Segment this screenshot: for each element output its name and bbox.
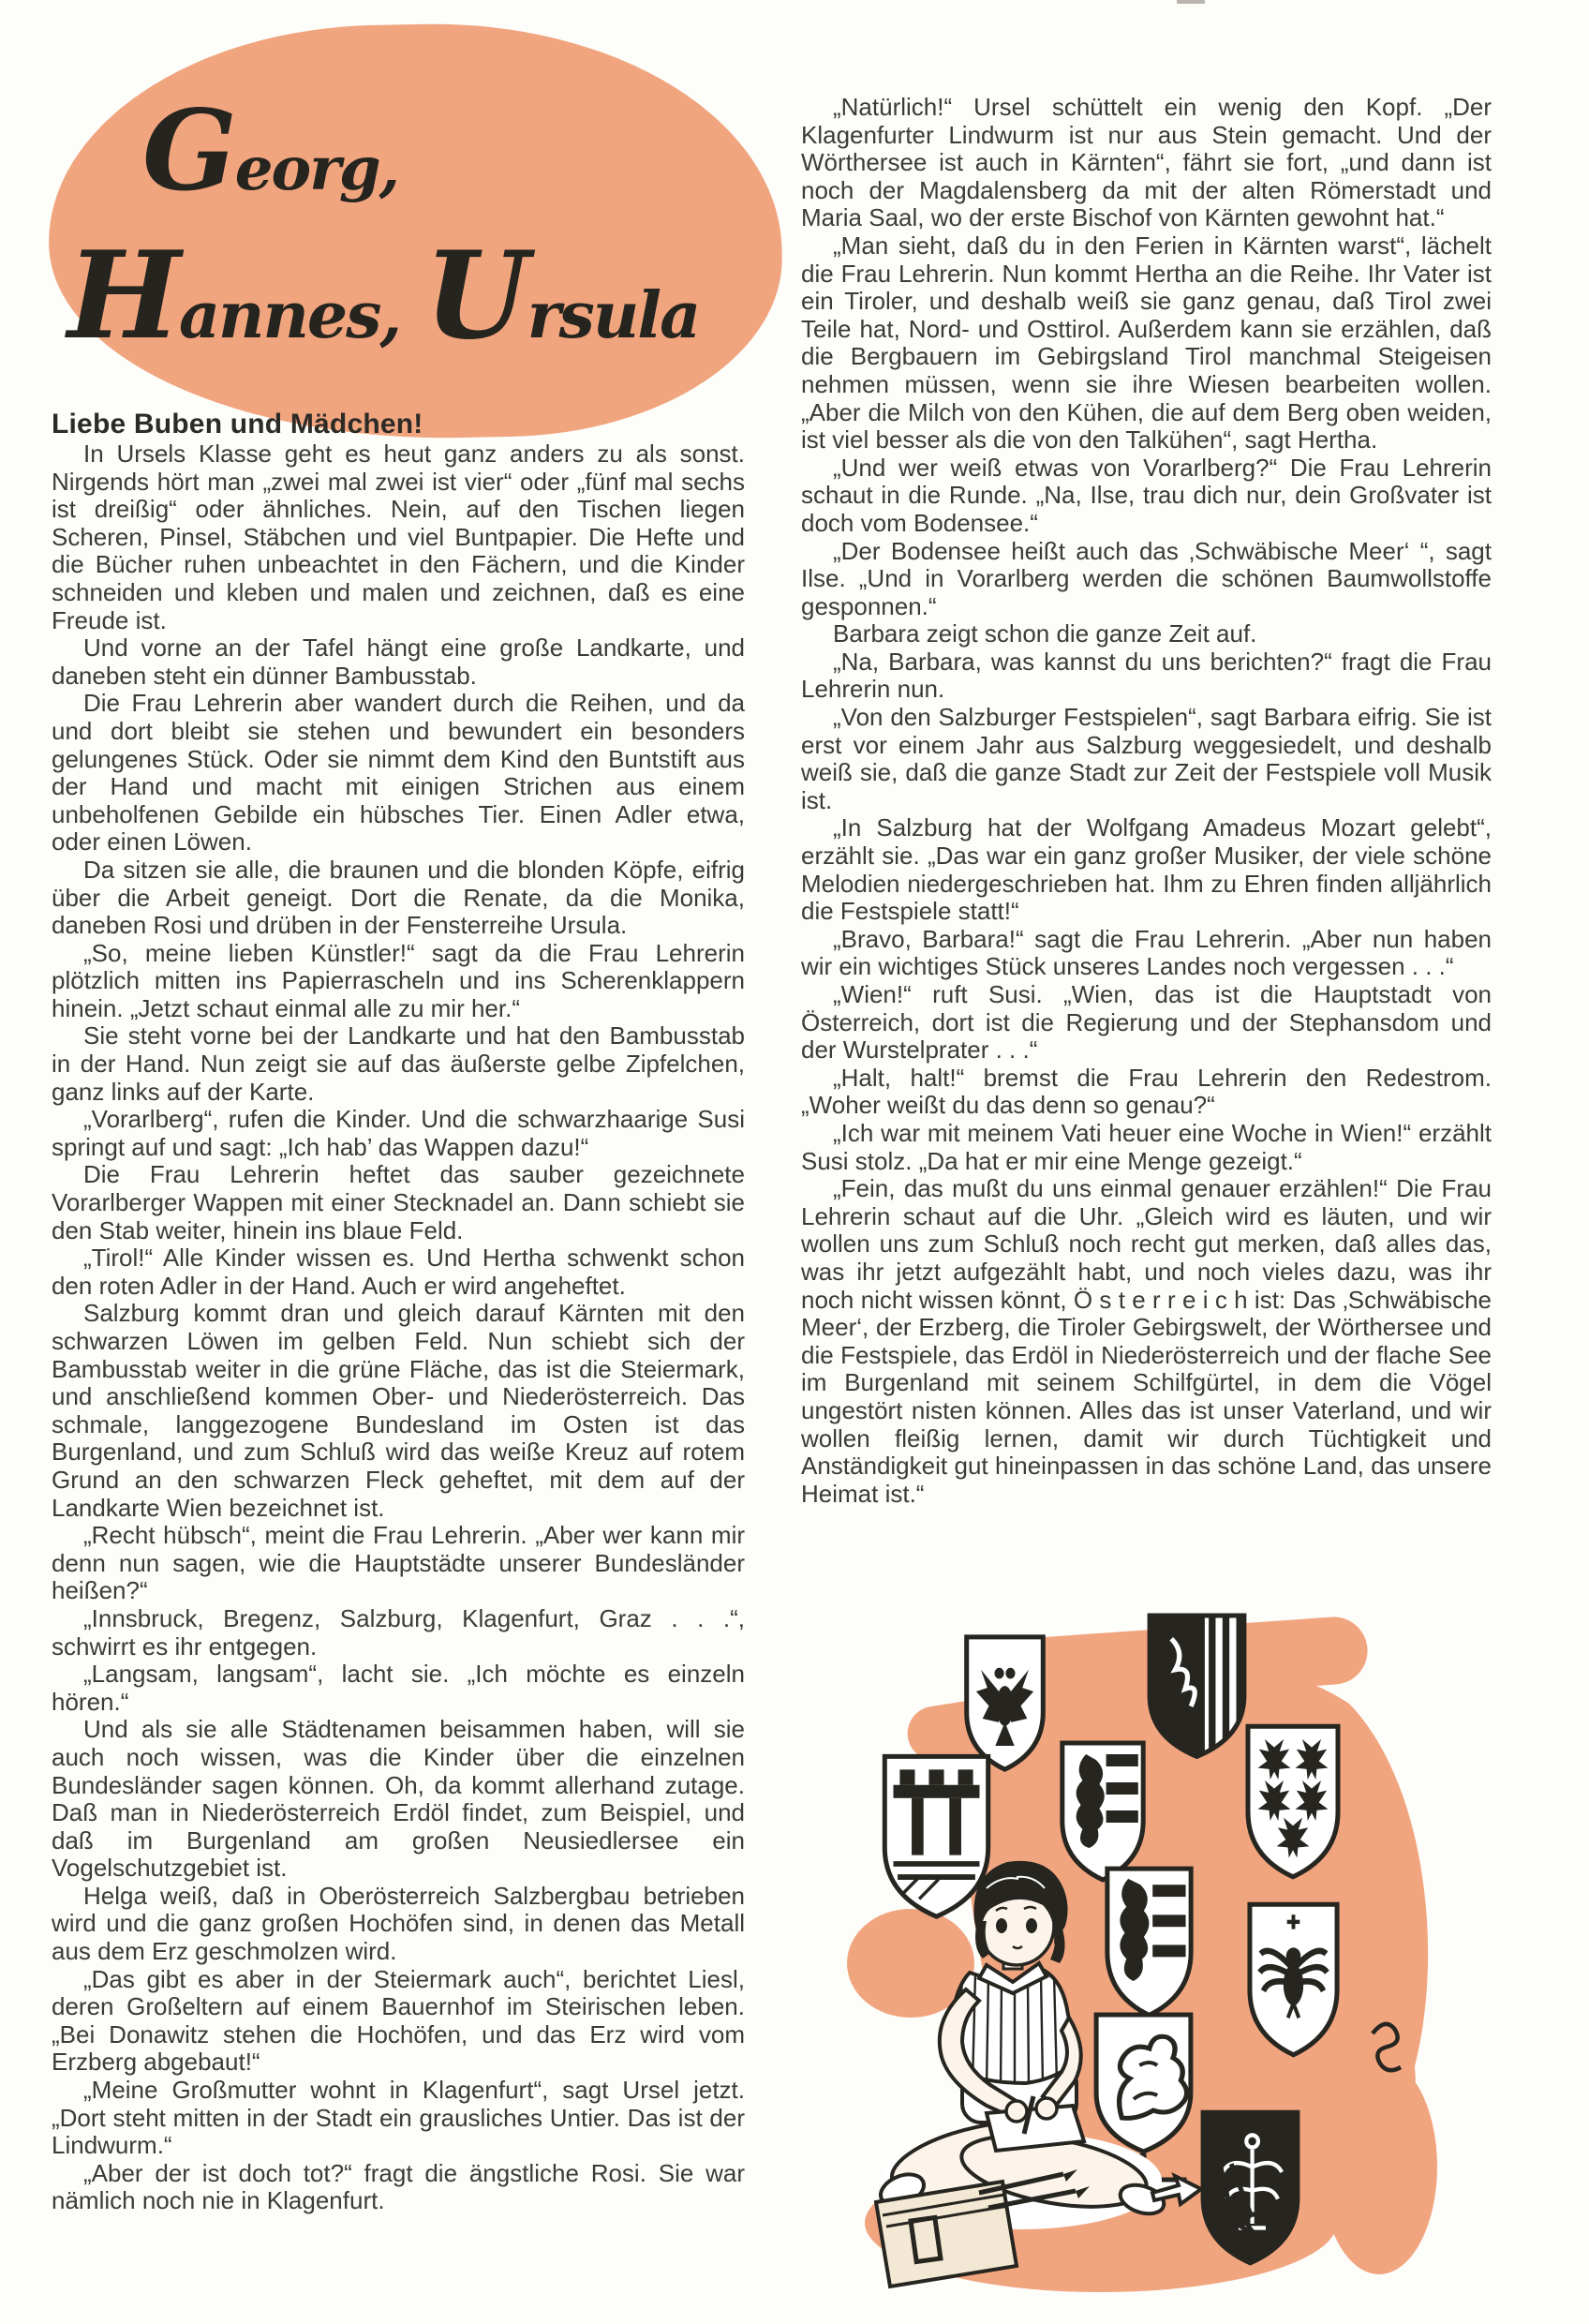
page-title-line-2 — [67, 226, 700, 366]
page-edge-mark — [1177, 0, 1205, 4]
paragraph: Die Frau Lehrerin heftet das sauber gezeichnete Vorarlberger Wappen mit einer Stecknadel an. Dann schiebt sie den Stab weiter, hinein ins blaue Feld. — [52, 1160, 745, 1244]
title-text: eorg, — [234, 134, 398, 204]
title-text: annes, — [178, 278, 401, 353]
shield-eagle — [1250, 1904, 1337, 2055]
title-initial: H — [67, 226, 179, 366]
paper-sheets — [876, 2182, 1017, 2287]
paragraph: „So, meine lieben Künstler!“ sagt da die Frau Lehrerin plötzlich mitten ins Papierrascheln und ins Scherenklappern hinein. „Jetzt schaut einmal alle zu mir her.“ — [52, 938, 745, 1022]
shield-double-eagle — [967, 1637, 1044, 1769]
salutation-heading: Liebe Buben und Mädchen! — [52, 409, 423, 439]
paragraph: Da sitzen sie alle, die braunen und die blonden Köpfe, eifrig über die Arbeit geneigt. Dort die Renate, da die Monika, daneben Rosi und drüben in der Fensterreihe Ursula. — [52, 855, 745, 940]
paragraph: Und als sie alle Städtenamen beisammen haben, will sie auch noch wissen, was die Kinder über die einzelnen Bundesländer sagen können. Oh, da kommt allerhand zutage. Daß man in Niederösterreich Erdöl findet, zum Beispiel, und daß im Burgenland am großen Neusiedlersee ein Vogelschutzgebiet ist. — [52, 1715, 745, 1883]
paragraph: „Tirol!“ Alle Kinder wissen es. Und Hertha schwenkt schon den roten Adler in der Hand. Auch er wird angeheftet. — [52, 1244, 745, 1300]
paragraph: Sie steht vorne bei der Landkarte und hat den Bambusstab in der Hand. Nun zeigt sie auf das äußerste gelbe Zipfelchen, ganz links auf der Karte. — [52, 1021, 745, 1106]
shield-five-eagles — [1248, 1726, 1338, 1877]
paragraph: „Vorarlberg“, rufen die Kinder. Und die schwarzhaarige Susi springt auf und sagt: „Ich hab’ das Wappen dazu!“ — [52, 1105, 745, 1161]
paragraph: Und vorne an der Tafel hängt eine große Landkarte, und daneben steht ein dünner Bambusstab. — [52, 633, 745, 690]
paragraph: „Man sieht, daß du in den Ferien in Kärnten warst“, lächelt die Frau Lehrerin. Nun kommt Hertha an die Reihe. Ihr Vater ist ein Tiroler, und deshalb weiß sie ganz genau, daß Tirol zwei Teile hat, Nord- und Osttirol. Außerdem kann sie erzählen, daß die Bergbauern im Gebirgsland Tirol manchmal Steigeisen nehmen müssen, wenn sie ihre Wiesen bearbeiten wollen. „Aber die Milch von den Kühen, die auf dem Berg oben weiden, ist viel besser als die von den Talkühen“, sagt Hertha. — [801, 231, 1492, 454]
paragraph: Helga weiß, daß in Oberösterreich Salzbergbau betrieben wird und die ganz großen Hochöfen sind, in denen das Metall aus dem Erz geschmolzen wird. — [52, 1881, 745, 1966]
title-initial: U — [424, 226, 527, 366]
paragraph: „In Salzburg hat der Wolfgang Amadeus Mozart gelebt“, erzählt sie. „Das war ein ganz großer Musiker, der viele schöne Melodien niedergeschrieben hat. Ihm zu Ehren finden alljährlich die Festspiele statt!“ — [801, 813, 1492, 926]
wappen-illustration — [824, 1593, 1452, 2324]
paragraph: „Natürlich!“ Ursel schüttelt ein wenig den Kopf. „Der Klagenfurter Lindwurm ist nur aus Stein gemacht. Und der Wörthersee ist auch in Kärnten“, fährt sie fort, „und dann ist noch der Magdalensberg da mit der alten Römerstadt und Maria Saal, wo der erste Bischof von Kärnten gewohnt hat.“ — [801, 93, 1492, 232]
paragraph: „Halt, halt!“ bremst die Frau Lehrerin den Redestrom. „Woher weißt du das denn so genau?“ — [801, 1063, 1492, 1120]
paragraph: „Wien!“ ruft Susi. „Wien, das ist die Hauptstadt von Österreich, dort ist die Regierung und der Stephansdom und der Wurstelprater . . .“ — [801, 980, 1492, 1065]
paragraph: „Fein, das mußt du uns einmal genauer erzählen!“ Die Frau Lehrerin schaut auf die Uhr. „Gleich wird es läuten, und wir wollen uns zum Schluß noch recht gut merken, daß alles das, was ihr jetzt aufgezählt habt, und noch vieles dazu, was ihr noch nicht wissen könnt, Ö s t e r r e i c h ist: Das ‚Schwäbische Meer‘, der Erzberg, die Tiroler Gebirgswelt, der Wörthersee und die Festspiele, das Erdöl in Niederösterreich und der flache See im Burgenland mit seinem Schilfgürtel, in dem die Vögel ungestört nisten können. Alles das ist unser Vaterland, und wir wollen fleißig lernen, damit wir durch Tüchtigkeit und Anständigkeit gut hineinpassen in das schöne Land, das unsere Heimat ist.“ — [801, 1174, 1492, 1508]
paragraph: „Von den Salzburger Festspielen“, sagt Barbara eifrig. Sie ist erst vor einem Jahr aus Salzburg weggesiedelt, und deshalb weiß sie, daß die ganze Stadt zur Zeit der Festspiele voll Musik ist. — [801, 703, 1492, 814]
paragraph: „Innsbruck, Bregenz, Salzburg, Klagenfurt, Graz . . .“, schwirrt es ihr entgegen. — [52, 1603, 745, 1661]
paragraph: „Langsam, langsam“, lacht sie. „Ich möchte es einzeln hören.“ — [52, 1660, 745, 1716]
paragraph: „Bravo, Barbara!“ sagt die Frau Lehrerin. „Aber nun haben wir ein wichtiges Stück unseres Landes noch vergessen . . .“ — [801, 924, 1492, 981]
paragraph: In Ursels Klasse geht es heut ganz anders zu als sonst. Nirgends hört man „zwei mal zwei ist vier“ oder „fünf mal sechs ist dreißig“ oder ähnliches. Nein, auf den Tischen liegen Scheren, Pinsel, Stäbchen und viel Buntpapier. Die Hefte und die Bücher ruhen unbeachtet in den Fächern, und die Kinder schneiden und kleben und malen und zeichnen, daß es eine Freude ist. — [52, 439, 745, 634]
paragraph: „Und wer weiß etwas von Vorarlberg?“ Die Frau Lehrerin schaut in die Runde. „Na, Ilse, trau dich nur, dein Großvater ist doch vom Bodensee.“ — [801, 453, 1492, 537]
shield-gate — [884, 1756, 988, 1916]
paragraph: „Aber der ist doch tot?“ fragt die ängstliche Rosi. Sie war nämlich noch nie in Klagenfurt. — [52, 2158, 745, 2215]
paragraph: Salzburg kommt dran und gleich darauf Kärnten mit den schwarzen Löwen im gelben Feld. Nun schiebt sich der Bambusstab weiter in die grüne Fläche, das ist die Steiermark, und anschließend kommen Ober- und Niederösterreich. Das schmale, langgezogene Bundesland im Osten ist das Burgenland, und zum Schluß wird das weiße Kreuz auf rotem Grund an den schwarzen Fleck geheftet, mit dem auf der Landkarte Wien bezeichnet ist. — [52, 1299, 745, 1522]
paragraph: Barbara zeigt schon die ganze Zeit auf. — [833, 619, 1257, 648]
paragraph: Die Frau Lehrerin aber wandert durch die Reihen, und da und dort bleibt sie stehen und bewundert ein besonders gelungenes Stück. Oder sie nimmt dem Kind den Buntstift aus der Hand und macht mit einigen Strichen aus einem unbeholfenen Gebilde ein hübsches Tier. Einen Adler etwa, oder einen Löwen. — [52, 689, 745, 857]
shield-panther-bars — [1107, 1869, 1191, 2015]
paragraph: „Ich war mit meinem Vati heuer eine Woche in Wien!“ erzählt Susi stolz. „Da hat er mir eine Menge gezeigt.“ — [801, 1118, 1492, 1175]
title-initial: G — [142, 85, 235, 216]
paragraph: „Na, Barbara, was kannst du uns berichten?“ fragt die Frau Lehrerin nun. — [801, 647, 1492, 704]
shield-lion-rampant — [1096, 2015, 1191, 2152]
left-column — [52, 440, 745, 2215]
right-column — [801, 94, 1492, 1508]
paragraph: „Das gibt es aber in der Steiermark auch“, berichtet Liesl, deren Großeltern auf einem Bauernhof im Steirischen leben. „Bei Donawitz stehen die Hochöfen, und das Erz wird vom Erzberg abgebaut!“ — [52, 1964, 745, 2077]
paragraph: „Recht hübsch“, meint die Frau Lehrerin. „Aber wer kann mir denn nun sagen, wie die Hauptstädte unserer Bundesländer heißen?“ — [52, 1521, 745, 1605]
paragraph: „Der Bodensee heißt auch das ‚Schwäbische Meer‘ “, sagt Ilse. „Und in Vorarlberg werden die schönen Baumwollstoffe gesponnen.“ — [801, 536, 1492, 620]
shield-lion-bars — [1062, 1743, 1143, 1880]
paragraph: „Meine Großmutter wohnt in Klagenfurt“, sagt Ursel jetzt. „Dort steht mitten in der Stadt ein grausliches Untier. Das ist der Lindwurm.“ — [52, 2076, 745, 2160]
title-text: rsula — [527, 278, 700, 353]
page-title-line-1 — [142, 85, 398, 216]
